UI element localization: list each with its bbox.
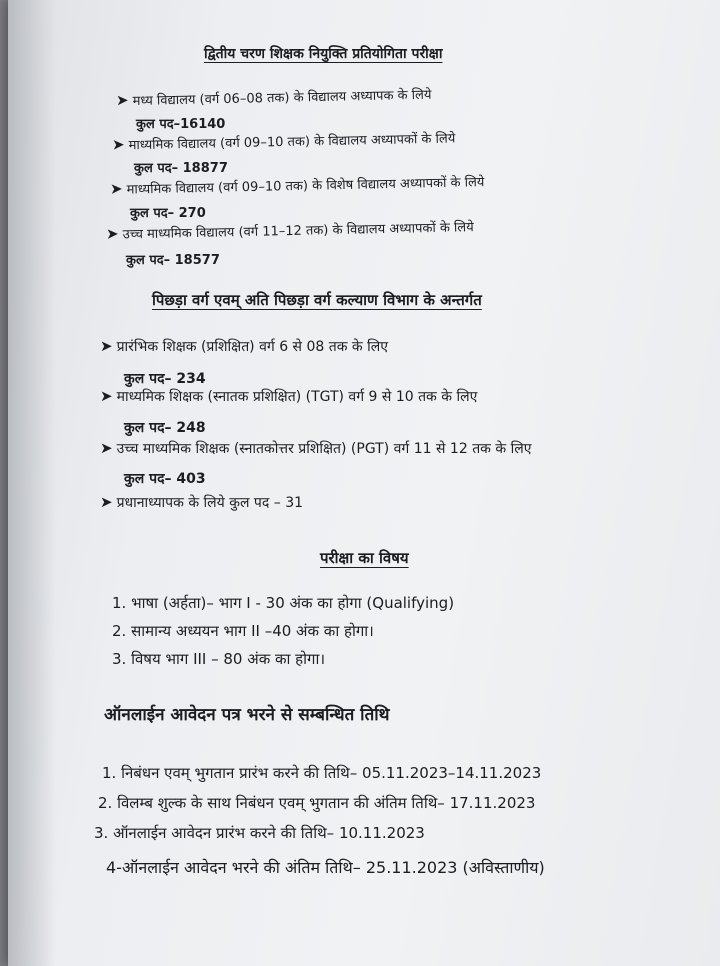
arrowhead-bullet-icon: ➤ (105, 224, 119, 243)
document-page (8, 0, 720, 966)
date-item-3: 3. ऑनलाईन आवेदन प्रारंभ करने की तिथि– 10.11.2023 (94, 824, 425, 842)
date-item-1: 1. निबंधन एवम् भुगतान प्रारंभ करने की तिथि– 05.11.2023–14.11.2023 (102, 764, 542, 782)
page-fold-shadow (8, 0, 56, 966)
subject-item-1: 1. भाषा (अर्हता)– भाग I - 30 अंक का होगा (Qualifying) (112, 594, 455, 612)
sec1-item2-total: कुल पद– 18877 (134, 161, 228, 176)
sec2-item1 (100, 337, 630, 356)
arrowhead-bullet-icon: ➤ (100, 493, 113, 511)
sec1-item4 (106, 217, 474, 243)
arrowhead-bullet-icon: ➤ (100, 387, 113, 405)
section3-heading: परीक्षा का विषय (320, 549, 409, 567)
subject-item-3: 3. विषय भाग III – 80 अंक का होगा। (112, 650, 326, 668)
sec1-item4-total: कुल पद– 18577 (126, 253, 220, 268)
sec1-item1-total: कुल पद–16140 (136, 117, 226, 132)
sec2-item3-total: कुल पद– 403 (124, 471, 206, 487)
sec1-item2-text: माध्यमिक विद्यालय (वर्ग 09–10 तक) के विद्यालय अध्यापकों के लिये (128, 131, 456, 154)
sec2-item2-total: कुल पद– 248 (124, 420, 206, 436)
section4-heading: ऑनलाईन आवेदन पत्र भरने से सम्बन्धित तिथि (104, 705, 390, 725)
arrowhead-bullet-icon: ➤ (100, 439, 113, 457)
sec1-item2 (112, 128, 456, 153)
sec2-item4-text: प्रधानाध्यापक के लिये कुल पद – 31 (116, 495, 304, 511)
sec2-item1-total: कुल पद– 234 (124, 371, 206, 387)
date-item-2: 2. विलम्ब शुल्क के साथ निबंधन एवम् भुगतान की अंतिम तिथि– 17.11.2023 (98, 794, 536, 812)
sec1-item3-text: माध्यमिक विद्यालय (वर्ग 09–10 तक) के विशेष विद्यालय अध्यापकों के लिये (126, 175, 485, 198)
sec2-item4 (100, 493, 303, 512)
arrowhead-bullet-icon: ➤ (115, 91, 129, 110)
sec1-item4-text: उच्च माध्यमिक विद्यालय (वर्ग 11–12 तक) के विद्यालय अध्यापकों के लिये (122, 220, 474, 243)
subject-item-2: 2. सामान्य अध्ययन भाग II –40 अंक का होगा। (112, 622, 374, 640)
arrowhead-bullet-icon: ➤ (109, 179, 123, 198)
sec2-item3-text: उच्च माध्यमिक शिक्षक (स्नातकोत्तर प्रशिक्षित) (PGT) वर्ग 11 से 12 तक के लिए (116, 441, 532, 457)
arrowhead-bullet-icon: ➤ (100, 337, 113, 355)
section2-heading: पिछड़ा वर्ग एवम् अति पिछड़ा वर्ग कल्याण विभाग के अन्तर्गत (152, 291, 482, 309)
arrowhead-bullet-icon: ➤ (111, 135, 125, 154)
sec1-item3-total: कुल पद– 270 (130, 206, 206, 221)
sec2-item2 (100, 387, 477, 406)
date-item-4: 4-ऑनलाईन आवेदन भरने की अंतिम तिथि– 25.11.2023 (अविस्ताणीय) (106, 858, 545, 877)
sec1-item1 (116, 85, 432, 110)
sec2-item3 (100, 439, 531, 458)
sec2-item1-text: प्रारंभिक शिक्षक (प्रशिक्षित) वर्ग 6 से 08 तक के लिए (116, 339, 388, 355)
sec2-item2-text: माध्यमिक शिक्षक (स्नातक प्रशिक्षित) (TGT) वर्ग 9 से 10 तक के लिए (116, 389, 478, 405)
section1-heading: द्वितीय चरण शिक्षक नियुक्ति प्रतियोगिता परीक्षा (204, 46, 443, 62)
sec1-item1-text: मध्य विद्यालय (वर्ग 06–08 तक) के विद्यालय अध्यापक के लिये (132, 87, 432, 109)
